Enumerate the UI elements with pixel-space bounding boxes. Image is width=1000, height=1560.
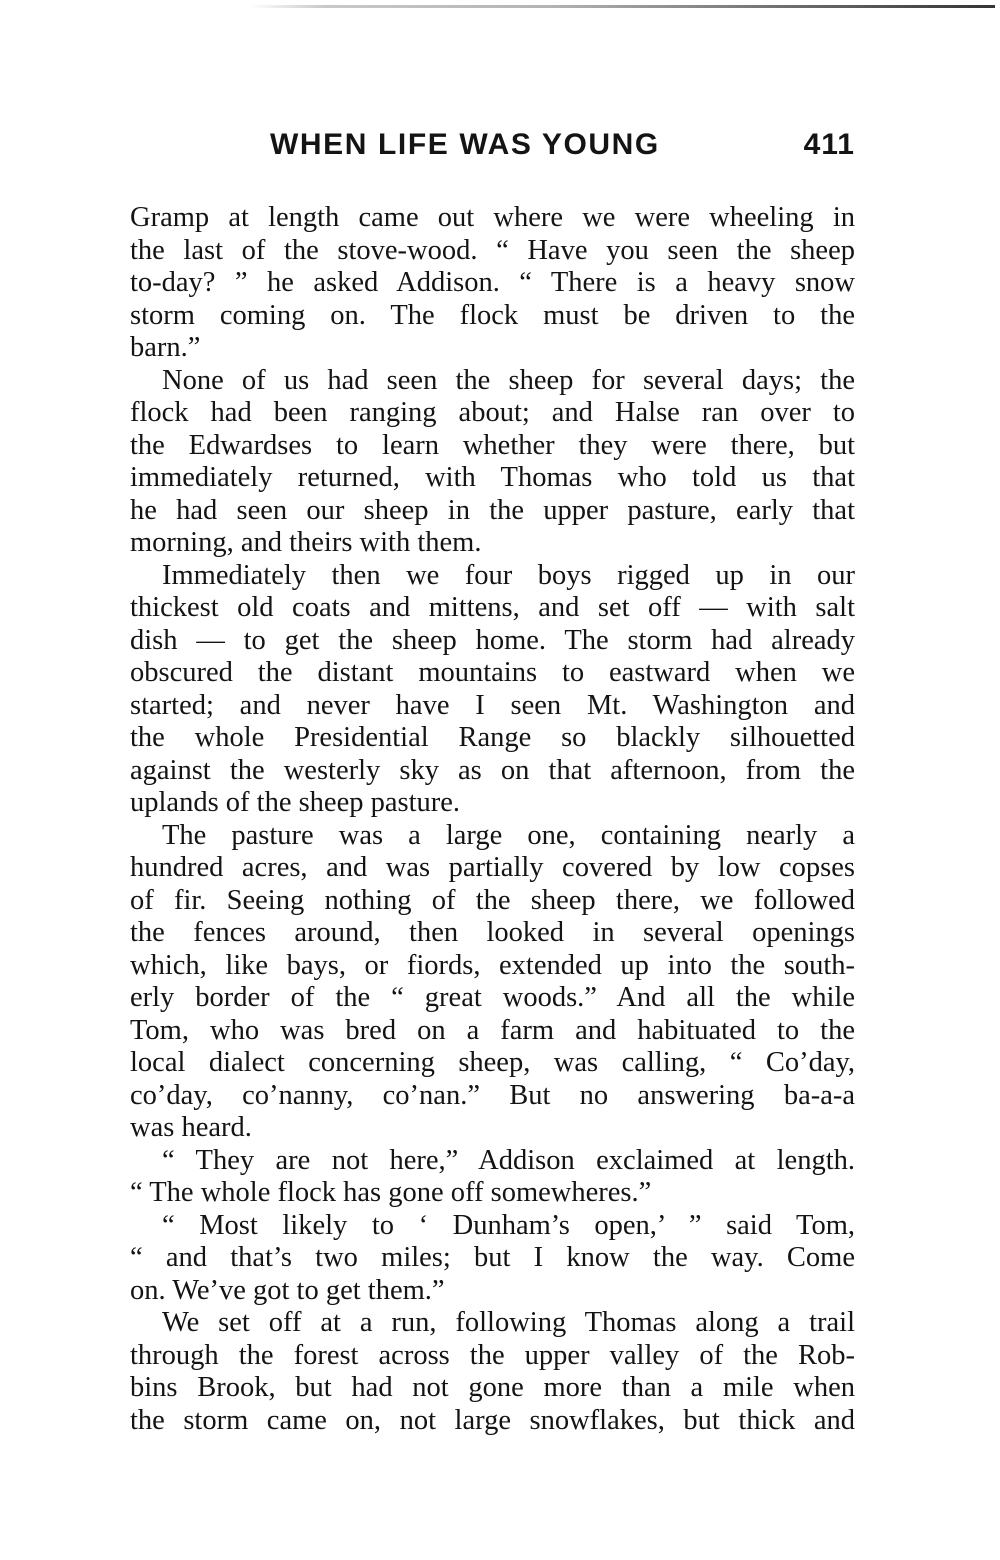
text-line: which, like bays, or fiords, extended up into the south- (130, 949, 855, 981)
text-line: co’day, co’nanny, co’nan.” But no answering ba-a-a (130, 1079, 855, 1111)
text-line: obscured the distant mountains to eastward when we (130, 657, 855, 688)
text-line: the fences around, then looked in several openings (130, 917, 855, 948)
text-line: through the forest across the upper valley of the Rob- (130, 1339, 855, 1371)
text-line: was heard. (130, 1112, 252, 1143)
scan-edge-rule (250, 5, 995, 8)
text-line: hundred acres, and was partially covered by low copses (130, 852, 855, 883)
page-number: 411 (803, 128, 855, 161)
text-line: Tom, who was bred on a farm and habituated to the (130, 1014, 855, 1046)
text-line: the Edwardses to learn whether they were there, but (130, 429, 855, 461)
text-line: started; and never have I seen Mt. Washington and (130, 689, 855, 721)
text-line: The pasture was a large one, containing nearly a (162, 819, 855, 851)
text-line: flock had been ranging about; and Halse ran over to (130, 397, 855, 428)
text-line: We set off at a run, following Thomas along a trail (162, 1307, 855, 1338)
text-line: “ Most likely to ‘ Dunham’s open,’ ” said Tom, (162, 1209, 855, 1241)
text-line: “ The whole flock has gone off somewheres.” (130, 1177, 652, 1208)
text-line: barn.” (130, 332, 201, 363)
text-line: on. We’ve got to get them.” (130, 1274, 445, 1306)
text-line: immediately returned, with Thomas who told us that (130, 462, 855, 493)
text-line: local dialect concerning sheep, was calling, “ Co’day, (130, 1047, 855, 1078)
text-line: “ They are not here,” Addison exclaimed at length. (162, 1144, 855, 1176)
running-title: WHEN LIFE WAS YOUNG (270, 128, 660, 161)
text-line: erly border of the “ great woods.” And all the while (130, 982, 855, 1013)
text-line: “ and that’s two miles; but I know the way. Come (130, 1242, 855, 1273)
text-line: None of us had seen the sheep for several days; the (162, 364, 855, 396)
text-line: the whole Presidential Range so blackly silhouetted (130, 722, 855, 753)
text-line: the last of the stove-wood. “ Have you seen the sheep (130, 234, 855, 266)
body-text (130, 202, 855, 1437)
text-line: Immediately then we four boys rigged up in our (162, 559, 855, 591)
text-line: the storm came on, not large snowflakes, but thick and (130, 1404, 855, 1436)
text-line: uplands of the sheep pasture. (130, 787, 461, 818)
text-line: of fir. Seeing nothing of the sheep there, we followed (130, 884, 855, 916)
text-line: against the westerly sky as on that afternoon, from the (130, 754, 855, 786)
text-line: he had seen our sheep in the upper pasture, early that (130, 494, 855, 526)
running-head (270, 128, 855, 176)
text-line: to-day? ” he asked Addison. “ There is a heavy snow (130, 267, 855, 298)
text-line: thickest old coats and mittens, and set off — with salt (130, 592, 855, 623)
text-line: bins Brook, but had not gone more than a mile when (130, 1372, 855, 1403)
text-line: Gramp at length came out where we were wheeling in (130, 202, 855, 233)
text-line: storm coming on. The flock must be driven to the (130, 299, 855, 331)
text-line: dish — to get the sheep home. The storm had already (130, 624, 855, 656)
text-line: morning, and theirs with them. (130, 527, 482, 558)
